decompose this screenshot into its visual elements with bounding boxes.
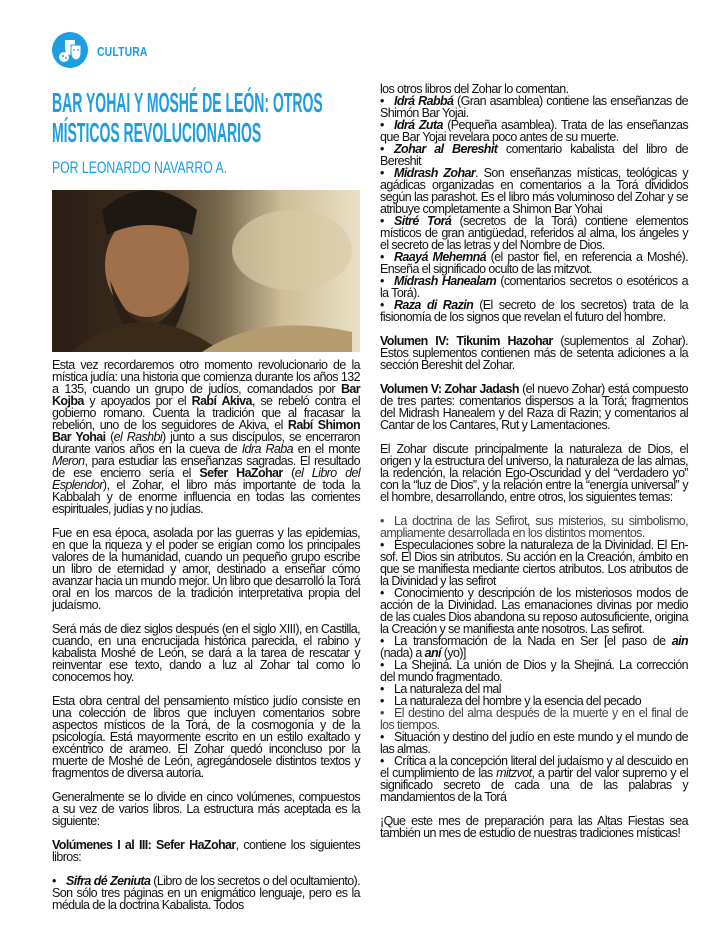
emphasis-text: Raza di Razin — [394, 298, 474, 312]
bullet-item — [380, 755, 688, 803]
text-run: ( — [282, 466, 295, 480]
bullet-icon: • — [380, 514, 384, 528]
text-run: Fue en esa época, asolada por las guerras y las epidemias, en que la riqueza y el poder se erigían como los principales valores de la humanidad, cuando un pequeño grupo escribe un libro de eternidad y amor, destinado a enseñar cómo avanzar hacia un mundo mejor. Un libro que desarrolló la Torá oral en los marcos de la tradición interpretativa propia del judaísmo. — [52, 526, 360, 612]
bullet-icon: • — [380, 694, 384, 708]
paragraph — [52, 695, 360, 779]
paragraph — [52, 791, 360, 827]
text-run: (Libro de los secretos o del ocultamiento). Son sólo tres páginas en un enigmático lenguaje, pero es la médula de la doctrina Kabalista. Todos — [52, 874, 360, 912]
emphasis-text: ain — [671, 634, 688, 648]
text-run: (el nuevo Zohar) está compuesto de tres partes: comentarios dispersos a la Torá; fragmentos del Midrash Hanealem y del Raza di Razin; y comentarios al Cantar de los Cantares, Rut y Lamentaciones. — [380, 382, 689, 432]
text-run: ¡Que este mes de preparación para las Altas Fiestas sea también un mes de estudio de nuestras tradiciones místicas! — [380, 814, 688, 840]
text-run: La naturaleza del hombre y la esencia del pecado — [394, 694, 642, 708]
text-run: La doctrina de las Sefirot, sus misterios, su simbolismo, ampliamente desarrollada en los distintos momentos. — [380, 514, 688, 540]
text-run: Especulaciones sobre la naturaleza de la Divinidad. El En-sof. El Dios sin atributos. Su acción en la Creación, ámbito en que se manifiesta mediante ciertos atributos. Los atributos de la Divinidad y las sefirot — [380, 538, 688, 588]
emphasis-text: Volumen V: Zohar Jadash — [380, 382, 519, 396]
bullet-icon: • — [52, 874, 56, 888]
emphasis-text: Rabí Shimon Bar Yohai — [52, 418, 361, 444]
text-run: , se rebeló contra el gobierno romano. Cuenta la tradición que al fracasar la rebelión, uno de los seguidores de Akiva, el — [52, 394, 360, 432]
bullet-item — [380, 659, 688, 683]
bullet-item — [380, 251, 688, 275]
emphasis-text: Idrá Rabbá — [394, 94, 454, 108]
bullet-item — [380, 215, 688, 251]
text-run: en el monte — [293, 442, 361, 456]
bullet-item — [380, 299, 688, 323]
emphasis-text: el Libro del Esplendor — [52, 466, 360, 492]
title-line: BAR YOHAI Y MOSHÉ DE LEÓN: OTROS — [52, 87, 323, 118]
bullet-icon: • — [380, 166, 384, 180]
theater-masks-icon — [52, 32, 88, 68]
text-run: , para estudiar las enseñanzas sagradas. El resultado de ese encierro sería el — [52, 454, 360, 480]
text-run: Generalmente se lo divide en cinco volúmenes, compuestos a su vez de varios libros. La estructura más aceptada es la siguiente: — [52, 790, 360, 828]
bullet-item — [52, 875, 360, 911]
text-run: los otros libros del Zohar lo comentan. — [380, 82, 569, 96]
text-run: El destino del alma después de la muerte y en el final de los tiempos. — [380, 706, 688, 732]
paragraph — [380, 443, 688, 503]
paragraph — [52, 527, 360, 611]
emphasis-text: Idrá Zuta — [394, 118, 443, 132]
emphasis-text: Sefer HaZohar — [199, 466, 283, 480]
text-run: Crítica a la concepción literal del judaísmo y al descuido en el cumplimiento de las — [380, 754, 688, 780]
paragraph — [380, 383, 688, 431]
bullet-item — [380, 515, 688, 539]
text-run: La Shejiná. La unión de Dios y la Shejiná. La corrección del mundo fragmentado. — [380, 658, 688, 684]
text-run: Esta vez recordaremos otro momento revolucionario de la mística judía: una historia que comienza durante los años 132 a 135, cuando un grupo de judíos, comandados por — [52, 358, 360, 396]
text-run: La transformación de la Nada en Ser [el paso de — [394, 634, 672, 648]
bullet-item — [380, 275, 688, 299]
bullet-icon: • — [380, 754, 384, 768]
text-run: Será más de diez siglos después (en el siglo XIII), en Castilla, cuando, en una encrucijada histórica parecida, el rabino y kabalista Moshé de León, se dará a la tarea de rescatar y reinventar ese texto, dando a luz al Zohar tal como lo conocemos hoy. — [52, 622, 360, 684]
text-run: (suplementos al Zohar). Estos suplementos contienen más de setenta adiciones a la sección Bereshit del Zohar. — [380, 334, 688, 372]
text-run: (el pastor fiel, en referencia a Moshé). Enseña el significado oculto de las mitzvot. — [380, 250, 688, 276]
title-line: MÍSTICOS REVOLUCIONARIOS — [52, 117, 262, 148]
bullet-item — [380, 539, 688, 587]
bullet-icon: • — [380, 298, 384, 312]
bullet-icon: • — [380, 142, 384, 156]
paragraph — [52, 623, 360, 683]
text-run: (secretos de la Torá) contiene elementos místicos de gran antigüedad, referidos al alma, los ángeles y el secreto de las letras y del Nombre de Dios. — [380, 214, 688, 252]
emphasis-text: el Rashbi — [113, 430, 163, 444]
paragraph — [380, 815, 688, 839]
bullet-icon: • — [380, 658, 384, 672]
text-run: Conocimiento y descripción de los misteriosos modos de acción de la Divinidad. Las emanaciones divinas por medio de las cuales Dios abandona su reposo autosuficiente, origina la Creación y se manifiesta ante nosotros. Las sefirot. — [380, 586, 688, 636]
byline: POR LEONARDO NAVARRO A. — [52, 158, 228, 177]
emphasis-text: Idra Raba — [241, 442, 293, 456]
text-run: (comentarios secretos o esotéricos a la Torá). — [380, 274, 688, 300]
emphasis-text: Meron — [52, 454, 85, 468]
text-run: , contiene los siguientes libros: — [52, 838, 360, 864]
left-column — [52, 359, 360, 911]
text-run: La naturaleza del mal — [394, 682, 501, 696]
emphasis-text: Midrash Zohar — [394, 166, 476, 180]
bullet-icon: • — [380, 274, 384, 288]
bullet-icon: • — [380, 94, 384, 108]
bullet-icon: • — [380, 586, 384, 600]
text-run: , a partir del valor supremo y el significado secreto de cada una de las palabras y mandamientos de la Torá — [380, 766, 688, 804]
emphasis-text: Volúmenes I al III: Sefer HaZohar — [52, 838, 236, 852]
text-run: El Zohar discute principalmente la naturaleza de Dios, el origen y la estructura del universo, la naturaleza de las almas, la redención, la relación Ego-Oscuridad y del “verdadero yo” con la “luz de Dios”, y la relación entre la “energía universal” y el hombre, desarrollando, entre otros, los siguientes temas: — [380, 442, 688, 504]
bullet-icon: • — [380, 538, 384, 552]
bullet-icon: • — [380, 214, 384, 228]
text-run: . Son enseñanzas místicas, teológicas y agádicas organizadas en comentarios a la Torá divididos según las parashot. Es el libro más voluminoso del Zohar y se atribuye completamente a Shimon Bar Yohai — [380, 166, 688, 216]
text-run: (Pequeña asamblea). Trata de las enseñanzas que Bar Yojai revelara poco antes de su muerte. — [380, 118, 689, 144]
paragraph — [380, 335, 688, 371]
emphasis-text: Bar Kojba — [52, 382, 360, 408]
text-run: (nada) a — [380, 646, 425, 660]
bullet-icon: • — [380, 682, 384, 696]
emphasis-text: aní — [424, 646, 441, 660]
text-run: Esta obra central del pensamiento místico judío consiste en una colección de libros que incluyen comentarios sobre aspectos místicos de la Torá, de la cosmogonía y de la psicología. Está mayormente escrito en un estilo exaltado y excéntrico de arameo. El Zohar quedó inconcluso por la muerte de Moshé de León, agregándosele distintos textos y fragmentos de diversa autoría. — [52, 694, 360, 780]
paragraph — [52, 839, 360, 863]
bullet-item — [380, 119, 688, 143]
text-run: ( — [105, 430, 114, 444]
section-label: CULTURA — [97, 44, 148, 59]
emphasis-text: Sifra dé Zeniuta — [66, 874, 151, 888]
bullet-icon: • — [380, 250, 384, 264]
emphasis-text: Sitré Torá — [394, 214, 452, 228]
bullet-item — [380, 95, 688, 119]
bullet-item — [380, 587, 688, 635]
emphasis-text: Zohar al Bereshit — [394, 142, 498, 156]
bullet-item — [380, 143, 688, 167]
right-column — [380, 83, 688, 851]
text-run: Situación y destino del judío en este mundo y el mundo de las almas. — [380, 730, 688, 756]
paragraph — [52, 359, 360, 515]
emphasis-text: mitzvot — [496, 766, 532, 780]
text-run: ) junto a sus discípulos, se encerraron durante varios años en la cueva de — [52, 430, 361, 456]
bullet-icon: • — [380, 118, 384, 132]
bullet-item — [380, 167, 688, 215]
bullet-item — [380, 707, 688, 731]
bullet-item — [380, 731, 688, 755]
emphasis-text: Midrash Hanealam — [394, 274, 497, 288]
emphasis-text: Volumen IV: Tikunim Hazohar — [380, 334, 553, 348]
bullet-icon: • — [380, 634, 384, 648]
text-run: (Gran asamblea) contiene las enseñanzas de Shimón Bar Yojai. — [380, 94, 688, 120]
bullet-icon: • — [380, 730, 384, 744]
text-run: (yo)] — [440, 646, 466, 660]
emphasis-text: Rabí Akiva — [191, 394, 252, 408]
text-run: comentario kabalista del libro de Bereshit — [380, 142, 688, 168]
bullet-item — [380, 635, 688, 659]
emphasis-text: Raayá Mehemná — [394, 250, 486, 264]
text-run: y apoyados por el — [83, 394, 192, 408]
text-run: (El secreto de los secretos) trata de la fisionomía de los signos que revelan el futuro del hombre. — [380, 298, 688, 324]
bullet-icon: • — [380, 706, 384, 720]
article-photo — [52, 190, 360, 352]
text-run: ), el Zohar, el libro más importante de toda la Kabbalah y de enorme influencia en todas las corrientes espirituales, judías y no judías. — [52, 478, 360, 516]
